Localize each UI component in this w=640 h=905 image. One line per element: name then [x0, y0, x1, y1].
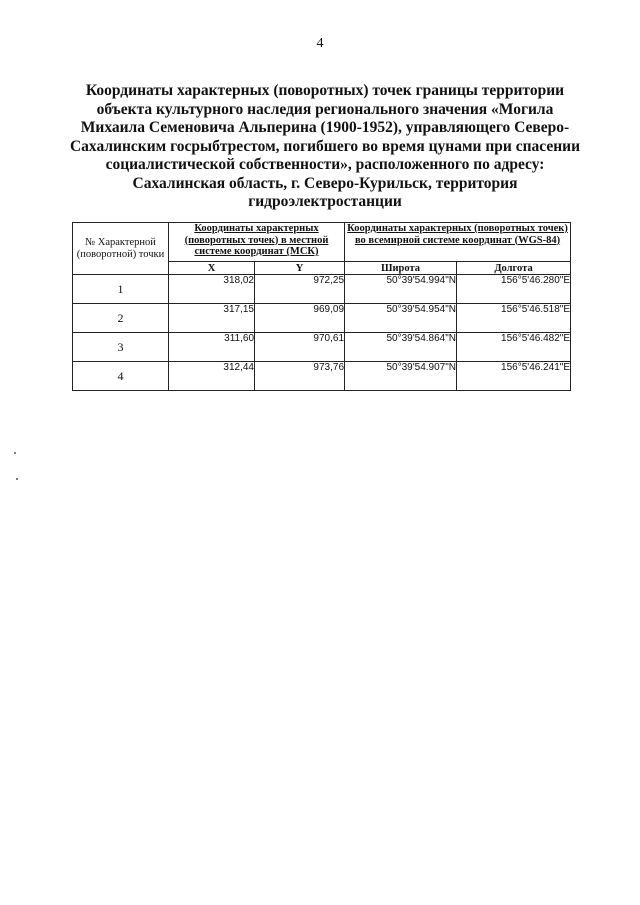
- title-line: Сахалинская область, г. Северо-Курильск, территория: [132, 174, 518, 192]
- table-row: [73, 333, 571, 362]
- table-row: [73, 275, 571, 304]
- longitude-value: 156°5'46.518"E: [457, 304, 571, 333]
- scan-speck: [14, 452, 16, 454]
- point-number: 3: [73, 333, 169, 362]
- point-number-header: № Характерной (поворотной) точки: [73, 223, 169, 275]
- msk-x-value: 312,44: [169, 362, 255, 391]
- x-column-header: X: [169, 262, 255, 275]
- msk-coordinates-header: [169, 223, 345, 262]
- page-number: 4: [316, 36, 324, 51]
- title-line: Сахалинским госрыбтрестом, погибшего во время цунами при спасении: [69, 137, 580, 155]
- msk-y-value: 973,76: [255, 362, 345, 391]
- table-header-row: [73, 223, 571, 262]
- title-line: объекта культурного наследия регионального значения «Могила: [96, 100, 554, 118]
- title-line: гидроэлектростанции: [248, 193, 402, 210]
- msk-x-value: 317,15: [169, 304, 255, 333]
- msk-y-value: 970,61: [255, 333, 345, 362]
- point-number: 1: [73, 275, 169, 304]
- longitude-column-header: Долгота: [457, 262, 571, 275]
- longitude-value: 156°5'46.280"E: [457, 275, 571, 304]
- latitude-value: 50°39'54.907"N: [345, 362, 457, 391]
- coordinates-table: [72, 222, 571, 391]
- longitude-value: 156°5'46.241"E: [457, 362, 571, 391]
- msk-x-value: 311,60: [169, 333, 255, 362]
- msk-y-value: 972,25: [255, 275, 345, 304]
- msk-header-text: Координаты характерных (поворотных точек) в местной системе координат (МСК): [184, 223, 329, 257]
- title-line: социалистической собственности», расположенного по адресу:: [105, 156, 545, 173]
- title-line: Михаила Семеновича Альперина (1900-1952), управляющего Северо-: [80, 119, 570, 136]
- table-row: [73, 304, 571, 333]
- y-column-header: Y: [255, 262, 345, 275]
- longitude-value: 156°5'46.482"E: [457, 333, 571, 362]
- latitude-value: 50°39'54.864"N: [345, 333, 457, 362]
- msk-x-value: 318,02: [169, 275, 255, 304]
- wgs-header-text: Координаты характерных (поворотных точек) во всемирной системе координат (WGS-84): [347, 223, 568, 246]
- table-row: [73, 362, 571, 391]
- title-line: Координаты характерных (поворотных) точек границы территории: [85, 82, 565, 99]
- latitude-column-header: Широта: [345, 262, 457, 275]
- wgs84-coordinates-header: [345, 223, 571, 262]
- document-title: [60, 82, 590, 212]
- msk-y-value: 969,09: [255, 304, 345, 333]
- latitude-value: 50°39'54.994"N: [345, 275, 457, 304]
- scan-speck: [16, 478, 18, 480]
- point-number: 4: [73, 362, 169, 391]
- point-number: 2: [73, 304, 169, 333]
- latitude-value: 50°39'54.954"N: [345, 304, 457, 333]
